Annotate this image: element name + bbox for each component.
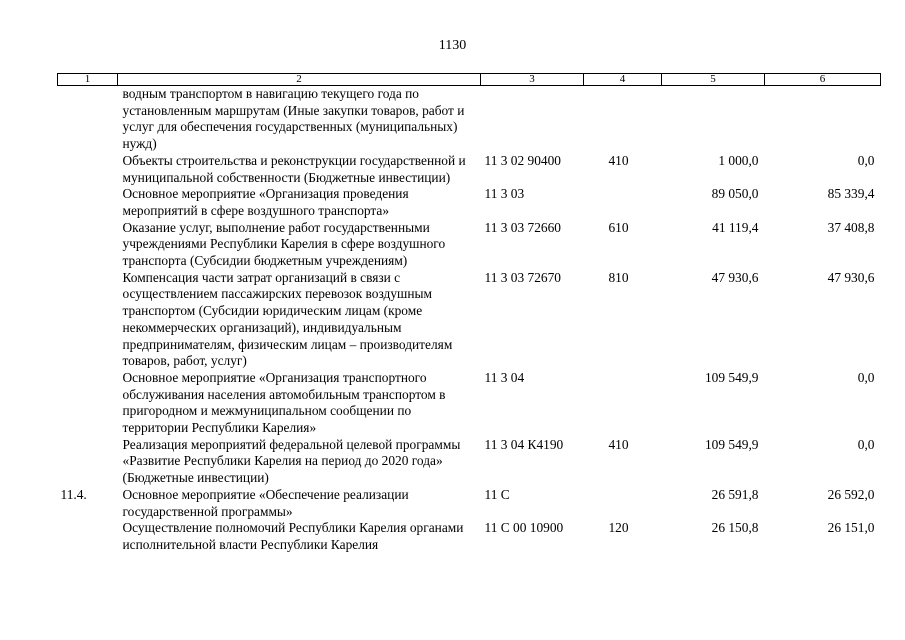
row-amount-1: 26 150,8 xyxy=(711,520,759,536)
row-amount-2: 37 408,8 xyxy=(827,219,875,235)
row-code: 11 С 00 10900 xyxy=(484,520,564,536)
table-row xyxy=(58,437,881,487)
row-name: Объекты строительства и реконструкции государственной и муниципальной собственности (Бюджетные инвестиции) xyxy=(122,152,466,185)
row-code: 11 3 04 xyxy=(484,369,525,385)
table-body xyxy=(58,86,881,554)
row-code: 11 3 03 72660 xyxy=(484,219,561,235)
row-amount-1: 26 591,8 xyxy=(711,486,759,502)
row-number xyxy=(58,270,118,370)
row-expense-type: 810 xyxy=(608,269,629,285)
row-amount-2: 26 151,0 xyxy=(827,520,875,536)
row-amount-2: 0,0 xyxy=(857,369,875,385)
table-row xyxy=(58,220,881,270)
row-code: 11 3 04 К4190 xyxy=(484,436,564,452)
column-header: 4 xyxy=(584,74,662,86)
row-number: 11.4. xyxy=(60,486,87,502)
row-amount-2: 85 339,4 xyxy=(827,186,875,202)
row-amount-1 xyxy=(662,86,765,153)
table-row xyxy=(58,520,881,553)
budget-table xyxy=(57,73,881,554)
table-row xyxy=(58,86,881,153)
row-expense-type xyxy=(584,487,662,520)
row-code: 11 3 02 90400 xyxy=(484,152,561,168)
table-row xyxy=(58,270,881,370)
row-amount-1: 109 549,9 xyxy=(704,436,759,452)
row-amount-1: 89 050,0 xyxy=(711,186,759,202)
row-expense-type: 410 xyxy=(608,436,629,452)
column-header: 2 xyxy=(118,74,481,86)
row-amount-2: 47 930,6 xyxy=(827,269,875,285)
row-amount-1: 47 930,6 xyxy=(711,269,759,285)
table-row xyxy=(58,153,881,186)
row-expense-type xyxy=(584,86,662,153)
row-number xyxy=(58,220,118,270)
row-amount-2: 26 592,0 xyxy=(827,486,875,502)
column-header: 6 xyxy=(765,74,881,86)
row-number xyxy=(58,370,118,437)
column-header: 3 xyxy=(481,74,584,86)
row-expense-type: 120 xyxy=(608,520,629,536)
row-name: Оказание услуг, выполнение работ государственными учреждениями Республики Карелия в сфере воздушного транспорта (Субсидии бюджетным учреждениям) xyxy=(122,219,446,269)
row-amount-2: 0,0 xyxy=(857,436,875,452)
row-number xyxy=(58,153,118,186)
row-amount-1: 1 000,0 xyxy=(718,152,759,168)
row-code xyxy=(481,86,584,153)
row-amount-1: 109 549,9 xyxy=(704,369,759,385)
table-row xyxy=(58,370,881,437)
table-row xyxy=(58,186,881,219)
row-number xyxy=(58,520,118,553)
row-number xyxy=(58,186,118,219)
row-expense-type: 610 xyxy=(608,219,629,235)
row-name: Основное мероприятие «Организация транспортного обслуживания населения автомобильным транспортом в пригородном и межмуниципальном сообщении по территории Республики Карелия» xyxy=(122,369,446,436)
column-header: 5 xyxy=(662,74,765,86)
row-name: Реализация мероприятий федеральной целевой программы «Развитие Республики Карелия на период до 2020 года» (Бюджетные инвестиции) xyxy=(122,436,461,486)
row-expense-type xyxy=(584,186,662,219)
row-amount-1: 41 119,4 xyxy=(712,219,759,235)
page-number: 1130 xyxy=(438,38,467,53)
row-name: Компенсация части затрат организаций в связи с осуществлением пассажирских перевозок воздушным транспортом (Субсидии юридическим лицам (кроме некоммерческих организаций), индивидуальным предпринимателям, физическим лицам – производителям товаров, работ, услуг) xyxy=(122,269,453,369)
row-name: Основное мероприятие «Организация проведения мероприятий в сфере воздушного транспорта» xyxy=(122,186,409,218)
row-code: 11 3 03 72670 xyxy=(484,269,561,285)
row-expense-type xyxy=(584,370,662,437)
row-number xyxy=(58,437,118,487)
row-name: Осуществление полномочий Республики Карелия органами исполнительной власти Республики Карелия xyxy=(122,520,464,552)
table-row xyxy=(58,487,881,520)
table-header-row xyxy=(58,74,881,86)
column-header: 1 xyxy=(58,74,118,86)
row-number xyxy=(58,86,118,153)
row-amount-2 xyxy=(765,86,881,153)
row-name: водным транспортом в навигацию текущего года по установленным маршрутам (Иные закупки товаров, работ и услуг для обеспечения государственных (муниципальных) нужд) xyxy=(122,86,465,152)
row-code: 11 3 03 xyxy=(484,186,525,202)
row-code: 11 С xyxy=(484,486,510,502)
row-name: Основное мероприятие «Обеспечение реализации государственной программы» xyxy=(122,486,409,519)
row-expense-type: 410 xyxy=(608,152,629,168)
row-amount-2: 0,0 xyxy=(857,152,875,168)
